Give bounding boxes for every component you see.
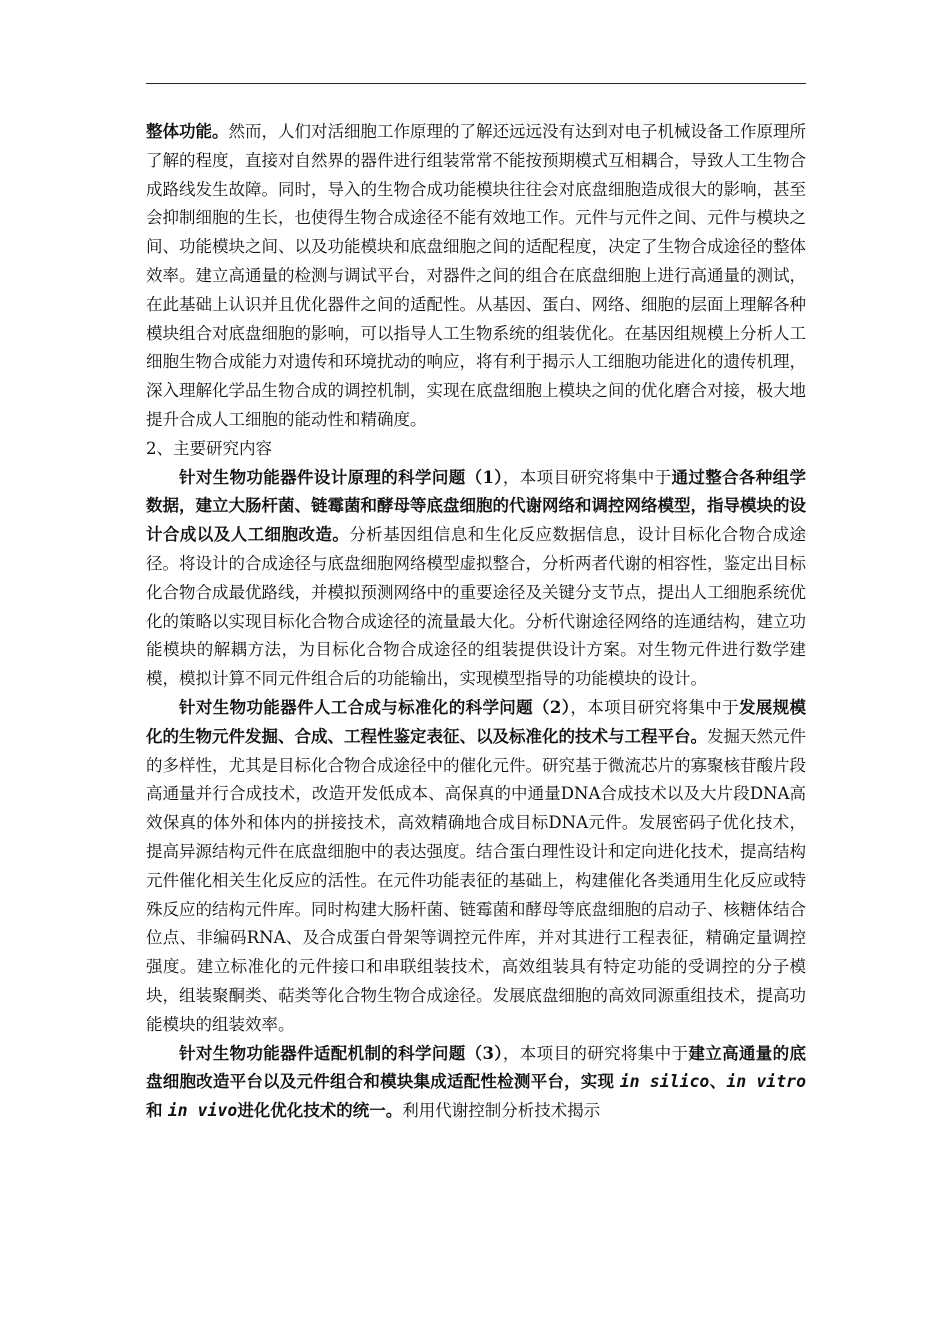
paragraph-4-focus-b: 进化优化技术的统一。 <box>237 1101 403 1121</box>
term-in-vivo: in vivo <box>167 1101 238 1121</box>
paragraph-4-lead: 针对生物功能器件适配机制的科学问题（3） <box>179 1043 503 1063</box>
paragraph-4 <box>146 1040 806 1126</box>
paragraph-2-lead: 针对生物功能器件设计原理的科学问题（1） <box>179 467 503 487</box>
section-heading: 2、主要研究内容 <box>146 438 272 458</box>
paragraph-1-lead: 整体功能。 <box>146 122 229 141</box>
paragraph-4-text: 利用代谢控制分析技术揭示 <box>402 1101 601 1121</box>
paragraph-2 <box>146 464 806 694</box>
paragraph-2-mid: ，本项目研究将集中于 <box>502 467 672 487</box>
paragraph-3 <box>146 694 806 1040</box>
document-body <box>146 118 806 1126</box>
separator-1: 、 <box>709 1072 727 1092</box>
term-in-vitro: in vitro <box>726 1072 807 1092</box>
paragraph-1 <box>146 118 806 435</box>
paragraph-2-focus: 通过整合各种组学数据，建立大肠杆菌、链霉菌和酵母等底盘细胞的代谢网络和调控网络模型，指导模块的设计合成以及人工细胞改造。 <box>146 467 807 545</box>
paragraph-3-mid: ，本项目研究将集中于 <box>570 697 739 717</box>
paragraph-1-text: 然而，人们对活细胞工作原理的了解还远远没有达到对电子机械设备工作原理所了解的程度，直接对自然界的器件进行组装常常不能按预期模式互相耦合，导致人工生物合成路线发生故障。同时，导入的生物合成功能模块往往会对底盘细胞造成很大的影响，甚至会抑制细胞的生长，也使得生物合成途径不能有效地工作。元件与元件之间、元件与模块之间、功能模块之间、以及功能模块和底盘细胞之间的适配程度，决定了生物合成途径的整体效率。建立高通量的检测与调试平台，对器件之间的组合在底盘细胞上进行高通量的测试，在此基础上认识并且优化器件之间的适配性。从基因、蛋白、网络、细胞的层面上理解各种模块组合对底盘细胞的影响，可以指导人工生物系统的组装优化。在基因组规模上分析人工细胞生物合成能力对遗传和环境扰动的响应，将有利于揭示人工细胞功能进化的遗传机理，深入理解化学品生物合成的调控机制，实现在底盘细胞上模块之间的优化磨合对接，极大地提升合成人工细胞的能动性和精确度。 <box>146 122 806 429</box>
separator-2: 和 <box>146 1101 163 1121</box>
paragraph-2-text: 分析基因组信息和生化反应数据信息，设计目标化合物合成途径。将设计的合成途径与底盘细胞网络模型虚拟整合，分析两者代谢的相容性，鉴定出目标化合物合成最优路线，并模拟预测网络中的重要途径及关键分支节点，提出人工细胞系统优化的策略以实现目标化合物合成途径的流量最大化。分析代谢途径网络的连通结构，建立功能模块的解耦方法，为目标化合物合成途径的组装提供设计方案。对生物元件进行数学建模，模拟计算不同元件组合后的功能输出，实现模型指导的功能模块的设计。 <box>146 525 807 689</box>
paragraph-4-mid: ，本项目的研究将集中于 <box>502 1043 689 1063</box>
paragraph-3-lead: 针对生物功能器件人工合成与标准化的科学问题（2） <box>179 697 571 717</box>
paragraph-4-focus-a: 建立高通量的底盘细胞改造平台以及元件组合和模块集成适配性检测平台，实现 <box>146 1043 807 1092</box>
paragraph-3-text: 发掘天然元件的多样性，尤其是目标化合物合成途径中的催化元件。研究基于微流芯片的寡聚核苷酸片段高通量并行合成技术，改造开发低成本、高保真的中通量DNA合成技术以及大片段DNA高效保真的体外和体内的拼接技术，高效精确地合成目标DNA元件。发展密码子优化技术，提高异源结构元件在底盘细胞中的表达强度。结合蛋白理性设计和定向进化技术，提高结构元件催化相关生化反应的活性。在元件功能表征的基础上，构建催化各类通用生化反应或特殊反应的结构元件库。同时构建大肠杆菌、链霉菌和酵母等底盘细胞的启动子、核糖体结合位点、非编码RNA、及合成蛋白骨架等调控元件库，并对其进行工程表征，精确定量调控强度。建立标准化的元件接口和串联组装技术，高效组装具有特定功能的受调控的分子模块，组装聚酮类、萜类等化合物生物合成途径。发展底盘细胞的高效同源重组技术，提高功能模块的组装效率。 <box>146 726 806 1034</box>
header-rule <box>146 83 806 84</box>
term-in-silico: in silico <box>619 1072 710 1092</box>
paragraph-3-focus: 发展规模化的生物元件发掘、合成、工程性鉴定表征、以及标准化的技术与工程平台。 <box>146 697 807 746</box>
